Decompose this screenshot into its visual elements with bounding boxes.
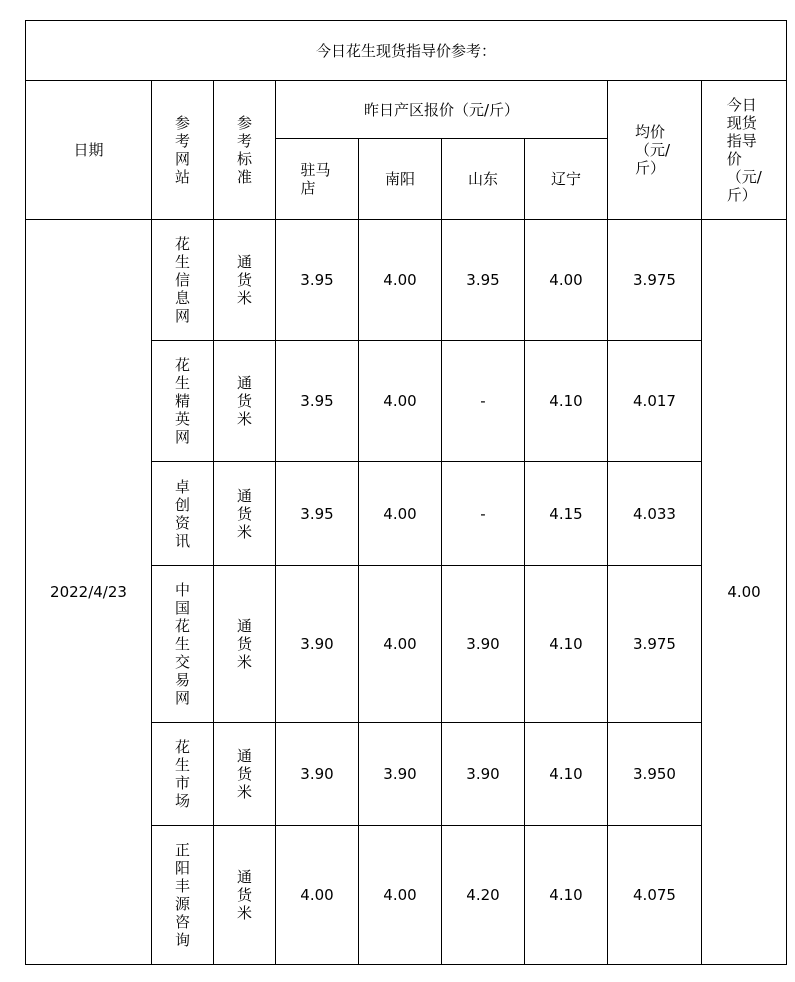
price-shandong: 3.90 <box>442 566 525 723</box>
price-avg: 3.975 <box>608 220 702 341</box>
table-row <box>26 220 787 341</box>
price-avg: 4.017 <box>608 341 702 462</box>
guide-price-cell: 4.00 <box>702 220 787 965</box>
site-name: 花生信息网 <box>174 235 190 325</box>
standard-cell <box>214 462 276 566</box>
header-guide <box>702 81 787 220</box>
standard-name: 通货米 <box>236 747 252 801</box>
standard-cell <box>214 826 276 965</box>
standard-name: 通货米 <box>236 868 252 922</box>
header-date <box>26 81 152 220</box>
price-liaoning: 4.10 <box>525 826 608 965</box>
price-liaoning: 4.00 <box>525 220 608 341</box>
standard-name: 通货米 <box>236 486 252 541</box>
price-nanyang: 4.00 <box>359 220 442 341</box>
price-nanyang: 4.00 <box>359 341 442 462</box>
standard-cell <box>214 341 276 462</box>
price-shandong: 3.90 <box>442 723 525 826</box>
price-liaoning: 4.10 <box>525 341 608 462</box>
price-zhumadian: 4.00 <box>276 826 359 965</box>
standard-name: 通货米 <box>236 374 252 428</box>
price-avg: 3.950 <box>608 723 702 826</box>
site-name: 花生市场 <box>174 738 190 810</box>
date-cell: 2022/4/23 <box>26 220 152 965</box>
price-avg: 3.975 <box>608 566 702 723</box>
standard-cell <box>214 723 276 826</box>
price-table <box>25 20 787 965</box>
header-region-group: 昨日产区报价（元/斤） <box>276 81 608 139</box>
header-guide-label: 今日现货指导价（元/斤） <box>726 96 762 204</box>
price-liaoning: 4.10 <box>525 723 608 826</box>
site-name: 正阳丰源咨询 <box>174 841 190 949</box>
site-name: 中国花生交易网 <box>174 581 190 707</box>
price-zhumadian: 3.95 <box>276 220 359 341</box>
price-avg: 4.075 <box>608 826 702 965</box>
banner-title: 今日花生现货指导价参考： <box>26 21 787 81</box>
price-zhumadian: 3.90 <box>276 566 359 723</box>
header-avg-label: 均价（元/斤） <box>635 123 671 177</box>
standard-name: 通货米 <box>236 253 252 307</box>
price-reference-sheet <box>25 20 786 964</box>
header-site-label: 参考网站 <box>174 114 190 186</box>
header-region-nanyang: 南阳 <box>359 139 442 220</box>
site-cell <box>152 566 214 723</box>
price-nanyang: 4.00 <box>359 566 442 723</box>
price-shandong: - <box>442 462 525 566</box>
header-standard <box>214 81 276 220</box>
price-shandong: - <box>442 341 525 462</box>
header-avg <box>608 81 702 220</box>
banner-row <box>26 21 787 81</box>
standard-name: 通货米 <box>236 617 252 671</box>
price-zhumadian: 3.95 <box>276 341 359 462</box>
price-liaoning: 4.15 <box>525 462 608 566</box>
site-cell <box>152 826 214 965</box>
header-site <box>152 81 214 220</box>
site-name: 花生精英网 <box>174 356 190 446</box>
header-date-label: 日期 <box>73 141 104 159</box>
price-avg: 4.033 <box>608 462 702 566</box>
price-nanyang: 4.00 <box>359 826 442 965</box>
price-zhumadian: 3.90 <box>276 723 359 826</box>
site-name: 卓创资讯 <box>174 477 190 550</box>
standard-cell <box>214 220 276 341</box>
price-nanyang: 4.00 <box>359 462 442 566</box>
price-zhumadian: 3.95 <box>276 462 359 566</box>
price-shandong: 3.95 <box>442 220 525 341</box>
site-cell <box>152 462 214 566</box>
standard-cell <box>214 566 276 723</box>
price-shandong: 4.20 <box>442 826 525 965</box>
site-cell <box>152 723 214 826</box>
price-nanyang: 3.90 <box>359 723 442 826</box>
header-row-1 <box>26 81 787 139</box>
header-region-shandong: 山东 <box>442 139 525 220</box>
header-standard-label: 参考标准 <box>236 114 252 186</box>
header-region-zhumadian <box>276 139 359 220</box>
price-liaoning: 4.10 <box>525 566 608 723</box>
site-cell <box>152 341 214 462</box>
header-region-zhumadian-label: 驻马店 <box>300 161 331 197</box>
header-region-liaoning: 辽宁 <box>525 139 608 220</box>
site-cell <box>152 220 214 341</box>
